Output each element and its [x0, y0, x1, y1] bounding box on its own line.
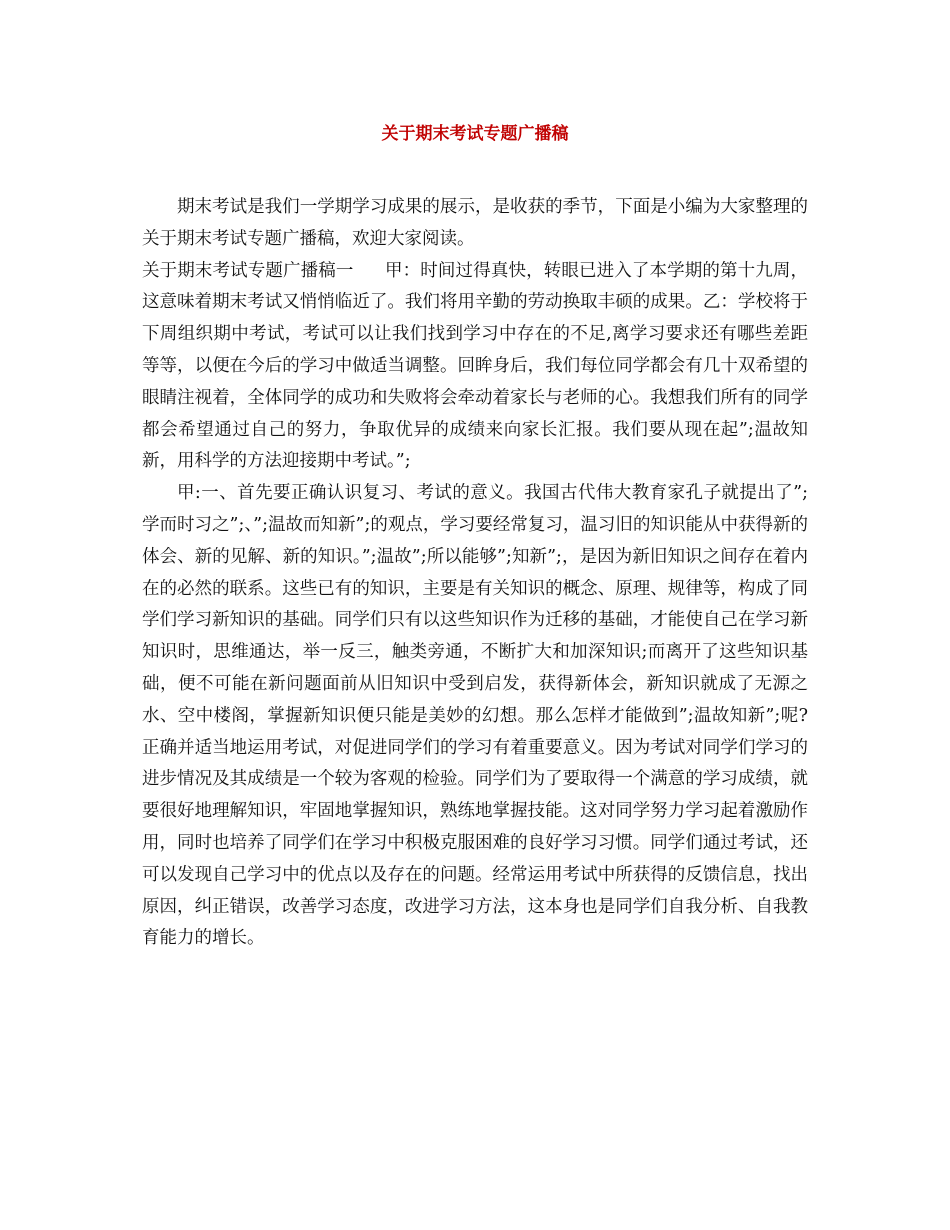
section-heading: 关于期末考试专题广播稿一 [142, 260, 354, 281]
second-paragraph: 甲:一、首先要正确认识复习、考试的意义。我国古代伟大教育家孔子就提出了”;学而时习之”;、”;温故而知新”;的观点，学习要经常复习，温习旧的知识能从中获得新的体会、新的见解、新的知识。”;温故”;所以能够”;知新”;，是因为新旧知识之间存在着内在的必然的联系。这些已有的知识，主要是有关知识的概念、原理、规律等，构成了同学们学习新知识的基础。同学们只有以这些知识作为迁移的基础，才能使自己在学习新知识时，思维通达，举一反三，触类旁通，不断扩大和加深知识;而离开了这些知识基础，便不可能在新问题面前从旧知识中受到启发，获得新体会，新知识就成了无源之水、空中楼阁，掌握新知识便只能是美妙的幻想。那么怎样才能做到”;温故知新”;呢?正确并适当地运用考试，对促进同学们的学习有着重要意义。因为考试对同学们学习的进步情况及其成绩是一个较为客观的检验。同学们为了要取得一个满意的学习成绩，就要很好地理解知识，牢固地掌握知识，熟练地掌握技能。这对同学努力学习起着激励作用，同时也培养了同学们在学习中积极克服困难的良好学习习惯。同学们通过考试，还可以发现自己学习中的优点以及存在的问题。经常运用考试中所获得的反馈信息，找出原因，纠正错误，改善学习态度，改进学习方法，这本身也是同学们自我分析、自我教育能力的增长。 [142, 483, 808, 949]
section-paragraph [142, 256, 808, 479]
document-body [142, 192, 808, 955]
section-first-paragraph-text: 甲：时间过得真快，转眼已进入了本学期的第十九周，这意味着期末考试又悄悄临近了。我们将用辛勤的劳动换取丰硕的成果。乙：学校将于下周组织期中考试，考试可以让我们找到学习中存在的不足,离学习要求还有哪些差距等等，以便在今后的学习中做适当调整。回眸身后，我们每位同学都会有几十双希望的眼睛注视着，全体同学的成功和失败将会牵动着家长与老师的心。我想我们所有的同学都会希望通过自己的努力，争取优异的成绩来向家长汇报。我们要从现在起”;温故知新，用科学的方法迎接期中考试。”; [142, 260, 809, 472]
document-title: 关于期末考试专题广播稿 [381, 124, 569, 144]
intro-paragraph: 期末考试是我们一学期学习成果的展示，是收获的季节，下面是小编为大家整理的关于期末考试专题广播稿，欢迎大家阅读。 [142, 197, 808, 249]
